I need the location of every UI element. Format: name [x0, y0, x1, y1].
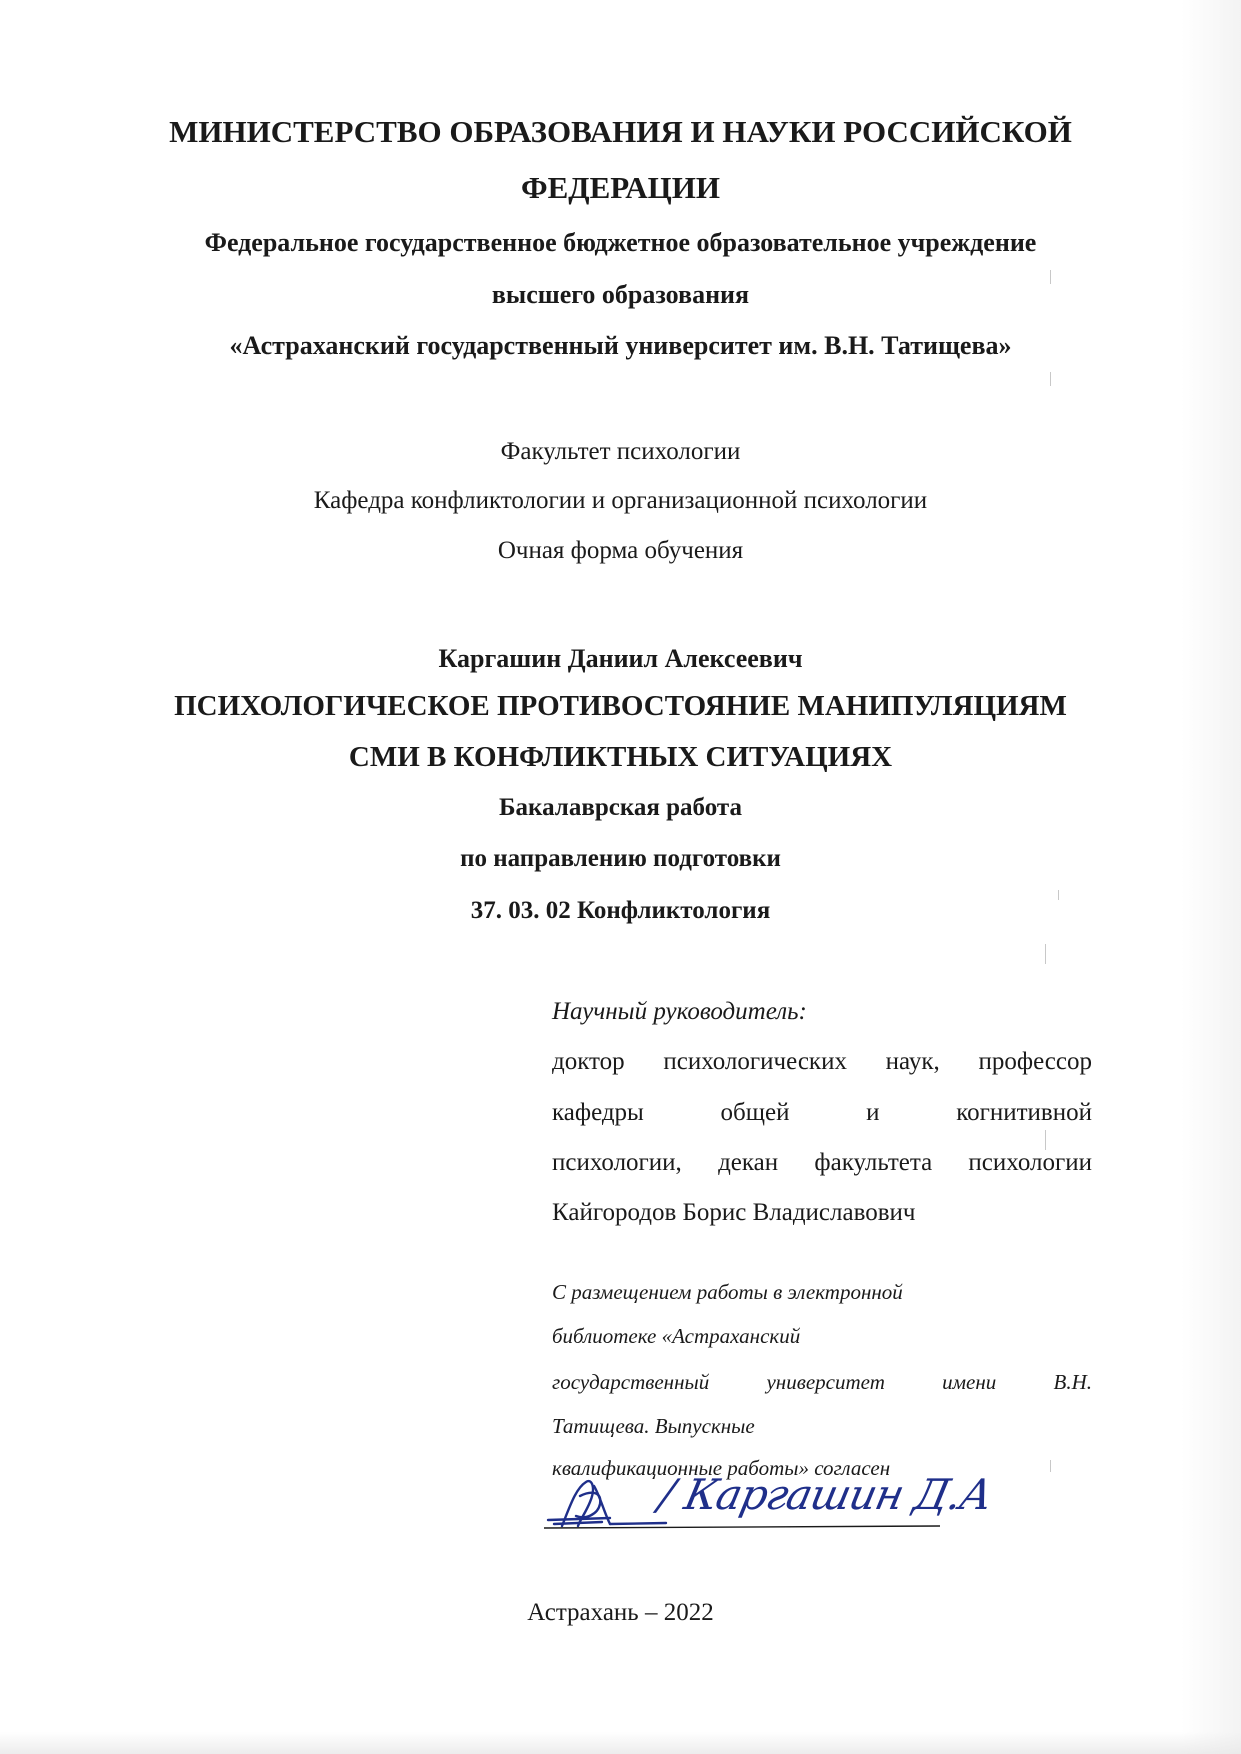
scan-edge-shadow — [1181, 0, 1241, 1754]
thesis-title-line-1: ПСИХОЛОГИЧЕСКОЕ ПРОТИВОСТОЯНИЕ МАНИПУЛЯЦИЯМ — [174, 690, 1067, 722]
department-name: Кафедра конфликтологии и организационной психологии — [313, 487, 928, 514]
direction-code: 37. 03. 02 Конфликтология — [470, 897, 771, 924]
scan-artifact — [1050, 1460, 1051, 1472]
supervisor-position: психологии, декан факультета психологии — [552, 1149, 1092, 1176]
study-form: Очная форма обучения — [497, 537, 744, 564]
ministry-line-2: ФЕДЕРАЦИИ — [520, 170, 720, 205]
supervisor-department: кафедры общей и когнитивной — [552, 1099, 1092, 1126]
faculty-name: Факультет психологии — [500, 438, 741, 465]
scan-bottom-shadow — [0, 1732, 1241, 1754]
university-name: «Астраханский государственный университет им. В.Н. Татищева» — [229, 331, 1012, 360]
license-line-3: государственный университет имени В.Н. — [552, 1370, 1092, 1394]
license-line-1: С размещением работы в электронной — [552, 1280, 903, 1304]
institution-line-2: высшего образования — [491, 280, 750, 309]
license-line-5: квалификационные работы» согласен — [552, 1456, 891, 1480]
city-year: Астрахань – 2022 — [527, 1599, 714, 1626]
direction-label: по направлению подготовки — [460, 845, 781, 872]
scan-artifact — [1045, 944, 1046, 964]
license-line-4: Татищева. Выпускные — [552, 1414, 755, 1438]
supervisor-label: Научный руководитель: — [552, 998, 807, 1025]
work-type: Бакалаврская работа — [499, 794, 742, 821]
supervisor-degree: доктор психологических наук, профессор — [552, 1048, 1092, 1075]
ministry-line-1: МИНИСТЕРСТВО ОБРАЗОВАНИЯ И НАУКИ РОССИЙСКОЙ — [169, 114, 1072, 149]
scan-artifact — [1050, 372, 1051, 386]
author-name: Каргашин Даниил Алексеевич — [438, 644, 803, 673]
institution-line-1: Федеральное государственное бюджетное образовательное учреждение — [204, 228, 1037, 257]
scan-artifact — [1045, 1130, 1046, 1150]
supervisor-name: Кайгородов Борис Владиславович — [552, 1199, 916, 1226]
thesis-title-line-2: СМИ В КОНФЛИКТНЫХ СИТУАЦИЯХ — [348, 741, 893, 773]
license-line-2: библиотеке «Астраханский — [552, 1324, 801, 1348]
handwritten-signature-name: / Каргашин Д.А — [654, 1470, 997, 1519]
